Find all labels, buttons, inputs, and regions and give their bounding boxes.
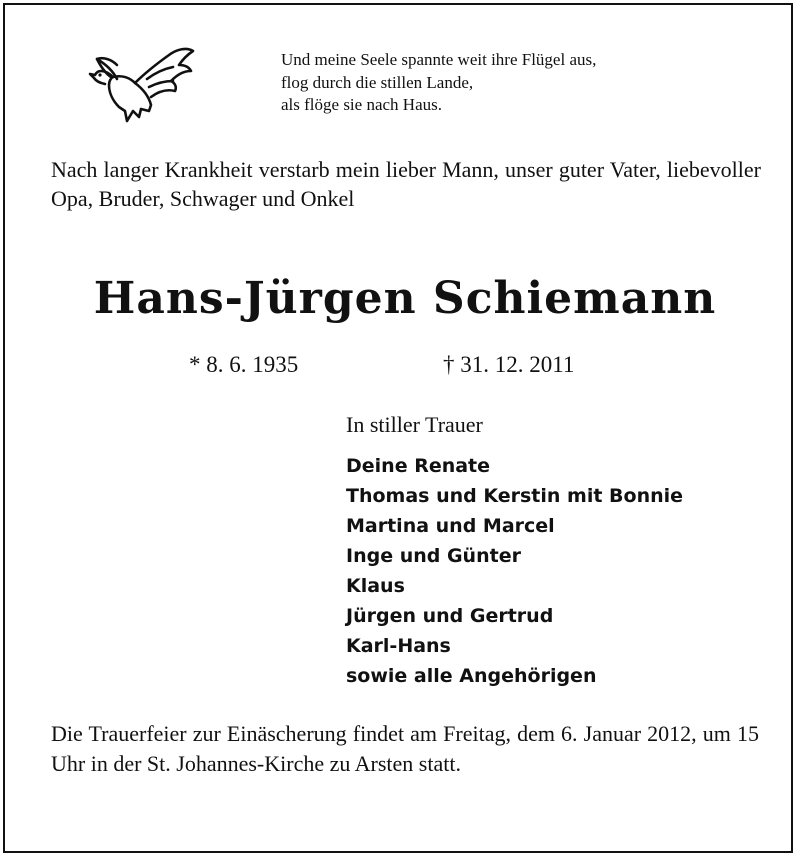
mourner-name: sowie alle Angehörigen [346, 665, 597, 687]
mourners-list [346, 451, 683, 691]
mourner-name: Klaus [346, 575, 405, 597]
mourning-label: In stiller Trauer [346, 412, 483, 437]
mourner-name: Deine Renate [346, 455, 491, 477]
mourner-name: Karl-Hans [346, 635, 451, 657]
mourner-name: Jürgen und Gertrud [346, 605, 554, 627]
deceased-name: Hans-Jürgen Schiemann [93, 273, 717, 324]
mourner-name: Martina und Marcel [346, 515, 555, 537]
mourner-name: Thomas und Kerstin mit Bonnie [346, 485, 684, 507]
intro-text: Nach langer Krankheit verstarb mein lieber Mann, unser guter Vater, liebevoller Opa, Bruder, Schwager und Onkel [51, 157, 761, 211]
poem-line: Und meine Seele spannte weit ihre Flügel aus, [281, 50, 597, 69]
poem-line: flog durch die stillen Lande, [281, 72, 474, 92]
dove-icon [83, 41, 203, 133]
ceremony-text: Die Trauerfeier zur Einäscherung findet am Freitag, dem 6. Januar 2012, um 15 Uhr in der St. Johannes-Kirche zu Arsten statt. [51, 721, 759, 776]
obituary-frame [3, 3, 793, 853]
birth-date: * 8. 6. 1935 [189, 352, 299, 377]
poem-line: als flöge sie nach Haus. [281, 95, 442, 114]
death-date: † 31. 12. 2011 [443, 352, 575, 377]
mourner-name: Inge und Günter [346, 545, 521, 567]
poem [281, 49, 781, 117]
